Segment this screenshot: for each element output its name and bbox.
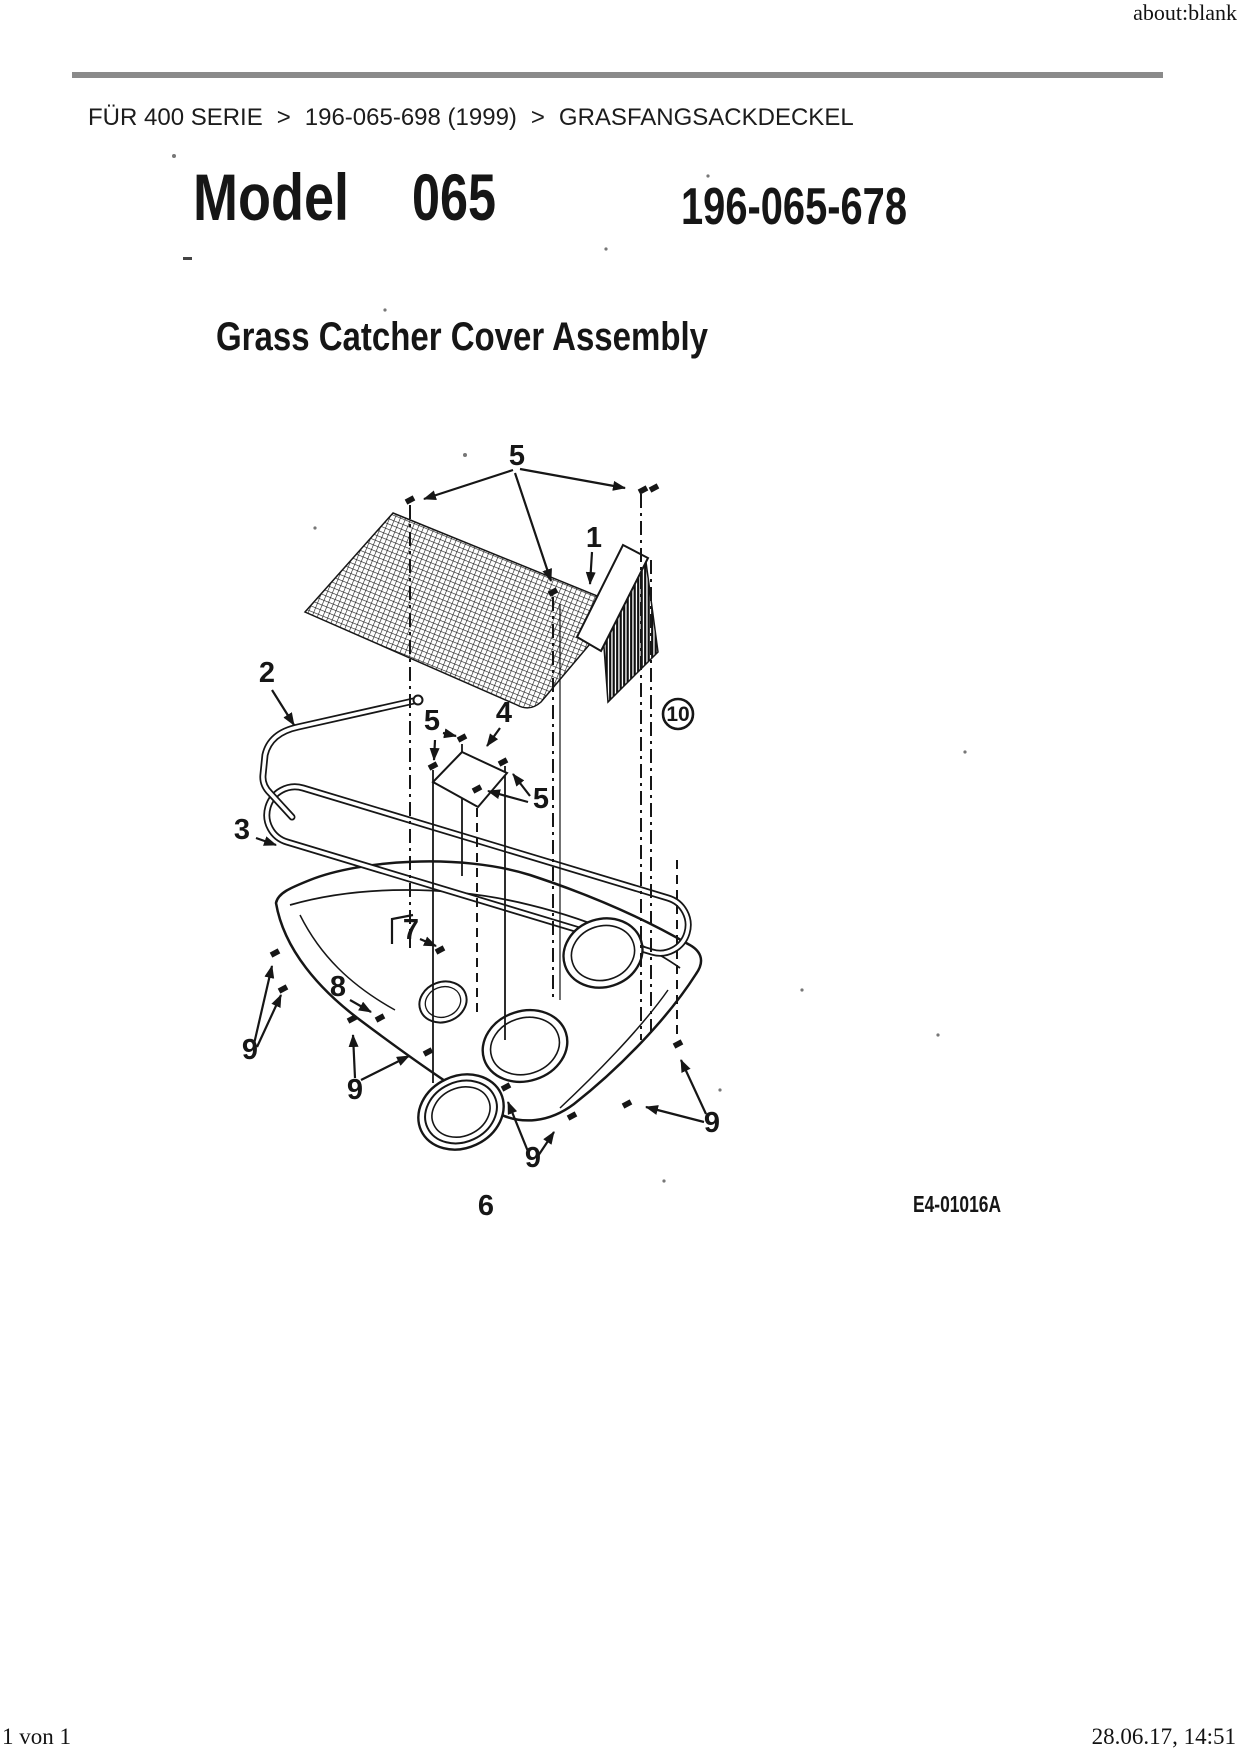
bolt-marker: [270, 948, 281, 957]
part-number-heading: 196-065-678: [681, 178, 907, 236]
speck: [463, 453, 467, 457]
callout-2: 2: [258, 657, 276, 689]
callout-5-top: 5: [508, 440, 526, 472]
callout-1: 1: [585, 522, 603, 554]
callout-8: 8: [329, 971, 347, 1003]
callout-4: 4: [495, 697, 513, 729]
mesh-screen: [305, 513, 622, 708]
breadcrumb-item-serie: FÜR 400 SERIE: [88, 104, 263, 131]
callout-9-left: 9: [241, 1034, 259, 1066]
callout-10-circled: [663, 699, 693, 729]
bolt-marker: [457, 733, 468, 742]
callout-9-right: 9: [703, 1107, 721, 1139]
window-url-label: about:blank: [1133, 0, 1237, 25]
speck: [936, 1033, 939, 1036]
speck: [706, 174, 709, 177]
diagram-svg: [160, 140, 1020, 1230]
speck: [604, 247, 607, 250]
leader-arrow: [488, 791, 528, 802]
speck: [963, 750, 966, 753]
leader-arrow: [257, 995, 281, 1047]
leader-arrow: [487, 728, 500, 746]
bolt-marker: [649, 483, 660, 492]
callout-5-left: 5: [423, 705, 441, 737]
leader-arrow: [520, 469, 625, 488]
mounting-plate: [433, 752, 507, 807]
speck: [313, 526, 316, 529]
bolt-marker: [567, 1111, 578, 1120]
bolt-marker: [278, 984, 289, 993]
leader-arrow: [256, 838, 276, 845]
leader-arrow: [434, 740, 435, 760]
breadcrumb-item-model: 196-065-698 (1999): [304, 104, 517, 131]
drawing-code: E4-01016A: [913, 1191, 1001, 1217]
leader-arrow: [590, 552, 592, 584]
breadcrumb-separator: >: [530, 104, 545, 131]
speck: [172, 154, 176, 158]
rod-end-cap: [414, 696, 423, 705]
header-divider: [72, 72, 1163, 78]
leader-arrow: [361, 1056, 409, 1080]
callout-5-right: 5: [532, 783, 550, 815]
footer-datetime: 28.06.17, 14:51: [1091, 1724, 1236, 1749]
bolt-marker: [673, 1039, 684, 1048]
scanned-parts-diagram: [160, 140, 1020, 1230]
callout-9-bottom: 9: [524, 1142, 542, 1174]
leader-arrow: [424, 470, 513, 499]
leader-arrow: [646, 1107, 704, 1122]
diagram-title: Grass Catcher Cover Assembly: [216, 315, 709, 359]
bolt-marker: [428, 761, 439, 770]
breadcrumb: [88, 104, 854, 132]
leader-arrow: [272, 690, 294, 725]
speck: [383, 308, 386, 311]
model-heading-word: Model: [193, 160, 349, 234]
callout-3: 3: [233, 814, 251, 846]
speck: [800, 988, 803, 991]
speck: [662, 1179, 665, 1182]
bolt-marker: [622, 1099, 633, 1108]
bolt-marker: [498, 757, 509, 766]
leader-arrow: [681, 1060, 706, 1114]
speck: [718, 1088, 721, 1091]
bolt-marker: [638, 485, 649, 494]
bolt-marker: [405, 495, 416, 504]
callout-6: 6: [477, 1190, 495, 1222]
callout-9-mid: 9: [346, 1074, 364, 1106]
breadcrumb-item-section: GRASFANGSACKDECKEL: [558, 104, 854, 131]
leader-arrow: [443, 733, 456, 736]
footer-page-count: 1 von 1: [2, 1724, 71, 1749]
callout-7: 7: [402, 914, 420, 946]
model-heading-number: 065: [412, 160, 496, 234]
breadcrumb-separator: >: [276, 104, 291, 131]
speck: [183, 257, 192, 260]
leader-arrow: [513, 774, 530, 796]
callout-10: 10: [666, 703, 690, 726]
leader-arrow: [353, 1035, 355, 1078]
